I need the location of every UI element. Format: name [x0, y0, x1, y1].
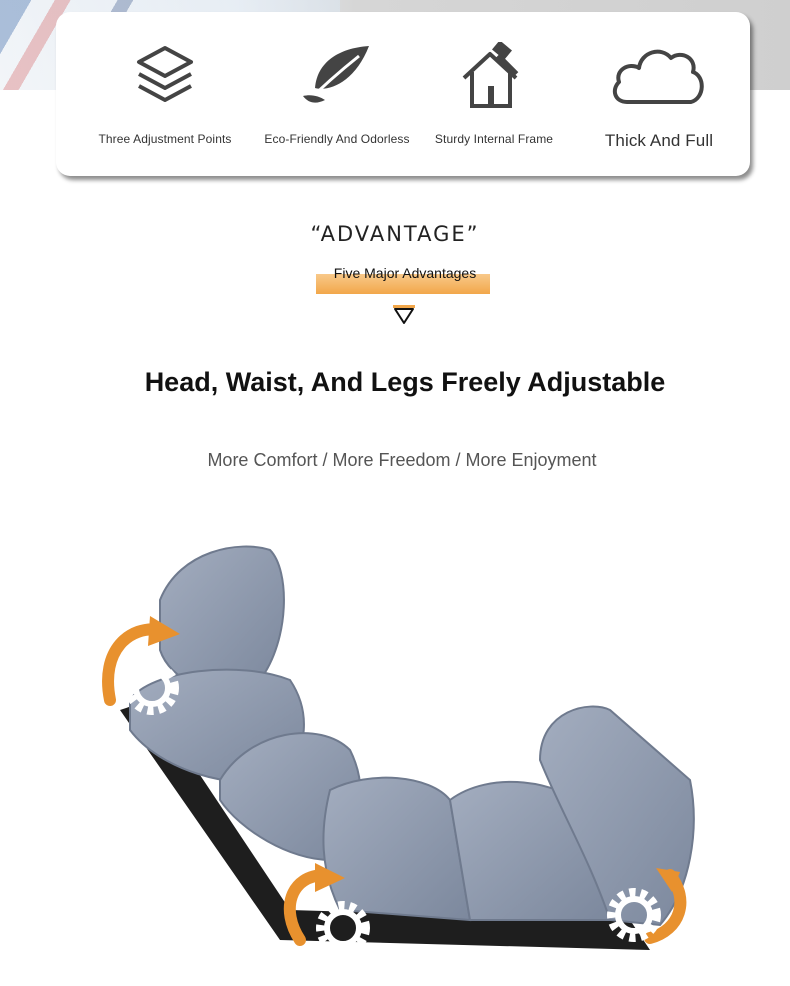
leaf-icon: [299, 42, 375, 108]
house-hammer-icon: [458, 42, 530, 112]
feature-sturdy-frame: [409, 12, 579, 176]
feature-card: [56, 12, 750, 176]
feature-label: Eco-Friendly And Odorless: [264, 132, 410, 146]
cloud-icon: [609, 42, 709, 108]
feature-label: Thick And Full: [604, 131, 714, 150]
advantage-title: “ADVANTAGE”: [310, 222, 480, 246]
feature-thick-full: [574, 12, 744, 176]
down-triangle-icon: [393, 305, 415, 325]
feature-label: Three Adjustment Points: [98, 132, 232, 146]
headline: Head, Waist, And Legs Freely Adjustable: [144, 367, 666, 397]
tagline: More Comfort / More Freedom / More Enjoyment: [207, 450, 597, 470]
feature-eco-friendly: [252, 12, 422, 176]
advantage-subtitle: Five Major Advantages: [333, 265, 477, 281]
layers-icon: [133, 42, 197, 106]
feature-adjustment-points: [80, 12, 250, 176]
feature-label: Sturdy Internal Frame: [434, 132, 554, 146]
floor-sofa-chair-image: [90, 530, 710, 970]
